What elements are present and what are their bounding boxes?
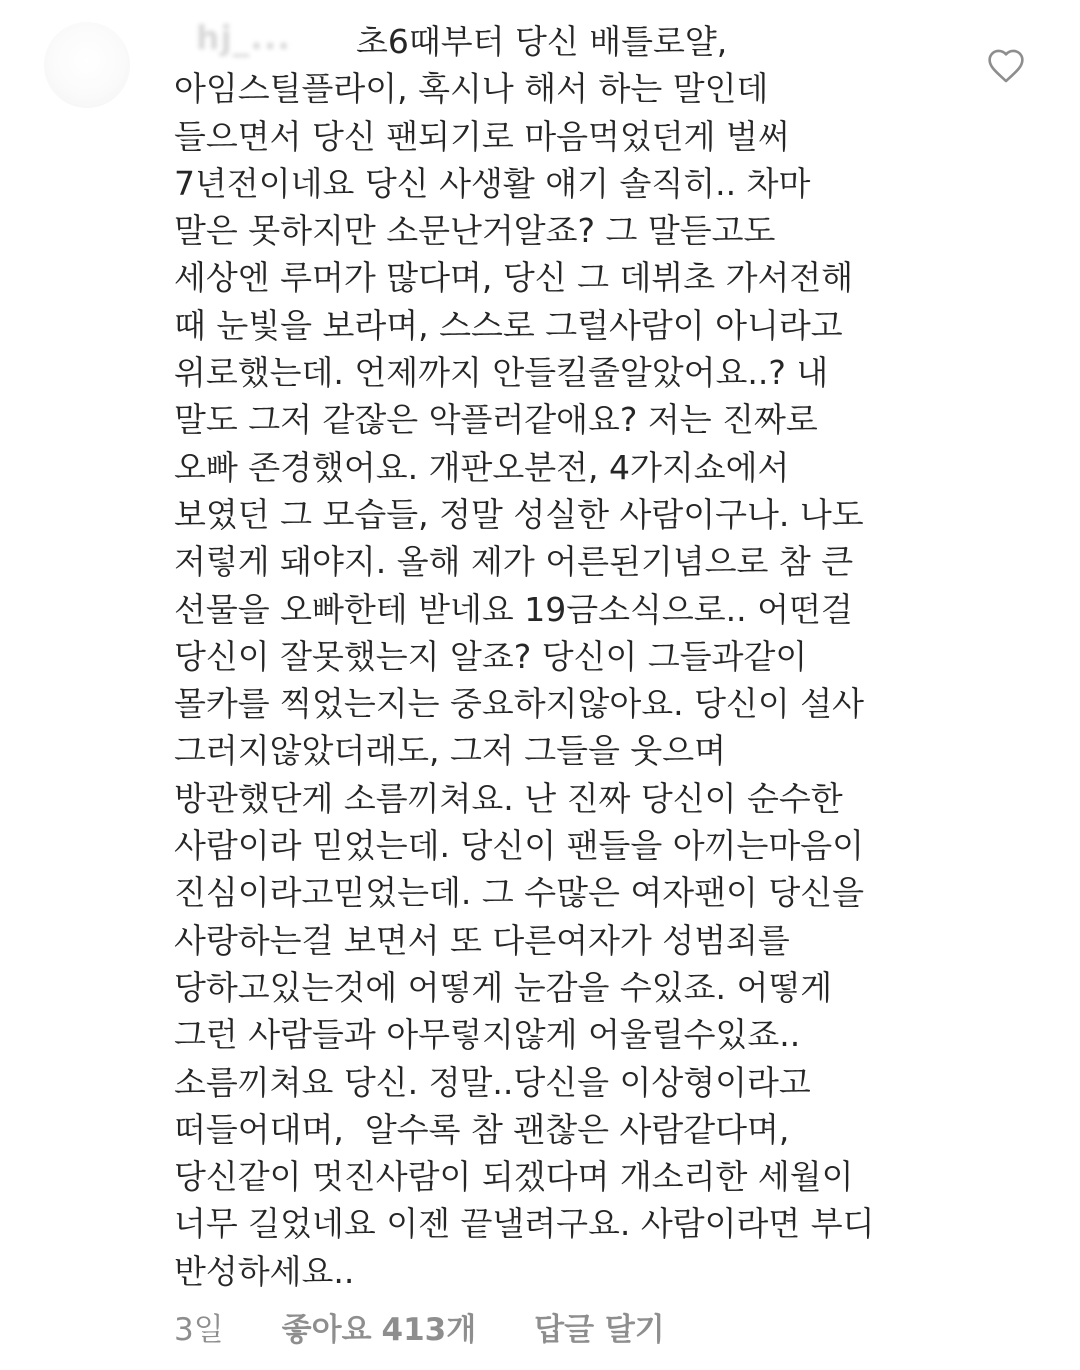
comment-footer [174,1302,665,1350]
comment-line: 저렇게 돼야지. 올해 제가 어른된기념으로 참 큰 [174,542,854,582]
comment-line: 사람이라 믿었는데. 당신이 팬들을 아끼는마음이 [174,826,865,866]
comment-line: 진심이라고믿었는데. 그 수많은 여자팬이 당신을 [174,873,865,913]
comment-line: 보였던 그 모습들, 정말 성실한 사람이구나. 나도 [174,494,864,534]
comment-line: 말은 못하지만 소문난거알죠? 그 말듣고도 [174,211,776,251]
comment-line: 세상엔 루머가 많다며, 당신 그 데뷔초 가서전해 [174,258,854,298]
comment-line: 떠들어대며, 알수록 참 괜찮은 사람같다며, [174,1109,790,1149]
comment-line: 그러지않았더래도, 그저 그들을 웃으며 [174,731,727,771]
comment-line: 선물을 오빠한테 받네요 19금소식으로.. 어떤걸 [174,589,853,629]
reply-button[interactable]: 답글 달기 [534,1311,665,1348]
comment-line: 당하고있는것에 어떻게 눈감을 수있죠. 어떻게 [174,967,833,1007]
comment-line: 때 눈빛을 보라며, 스스로 그럴사람이 아니라고 [174,305,843,345]
comment-line: 방관했단게 소름끼쳐요. 난 진짜 당신이 순수한 [174,778,843,818]
comment-line: 그런 사람들과 아무렇지않게 어울릴수있죠.. [174,1015,801,1055]
comment-line: 들으면서 당신 팬되기로 마음먹었던게 벌써 [174,116,790,156]
comment-text [174,18,974,1295]
avatar[interactable] [44,22,130,108]
comment-line: 사랑하는걸 보면서 또 다른여자가 성범죄를 [174,920,790,960]
comment-line: 오빠 존경했어요. 개판오분전, 4가지쇼에서 [174,447,790,487]
comment-line: 소름끼쳐요 당신. 정말..당신을 이상형이라고 [174,1062,811,1102]
comment-username[interactable]: hj_... [196,18,291,57]
comment-line: 당신이 잘못했는지 알죠? 당신이 그들과같이 [174,636,808,676]
comment-line: 몰카를 찍었는지는 중요하지않아요. 당신이 설사 [174,684,865,724]
likes-count: 413개 [381,1311,477,1348]
comment-line: 초6때부터 당신 배틀로얄, [356,22,728,61]
comment-line: 당신같이 멋진사람이 되겠다며 개소리한 세월이 [174,1157,854,1197]
likes-link[interactable] [282,1304,477,1349]
comment-timestamp: 3일 [174,1311,224,1348]
comment-line: 너무 길었네요 이젠 끝낼려구요. 사람이라면 부디 [174,1204,875,1244]
comment-line: 7년전이네요 당신 사생활 얘기 솔직히.. 차마 [174,163,811,203]
comment-line: 아임스틸플라이, 혹시나 해서 하는 말인데 [174,69,769,109]
comment-line: 반성하세요.. [174,1251,355,1291]
likes-label: 좋아요 [281,1311,372,1348]
comment-line: 위로했는데. 언제까지 안들킬줄알았어요..? 내 [174,353,829,393]
comment-line: 말도 그저 같잖은 악플러같애요? 저는 진짜로 [174,400,818,440]
heart-icon[interactable] [986,48,1026,84]
